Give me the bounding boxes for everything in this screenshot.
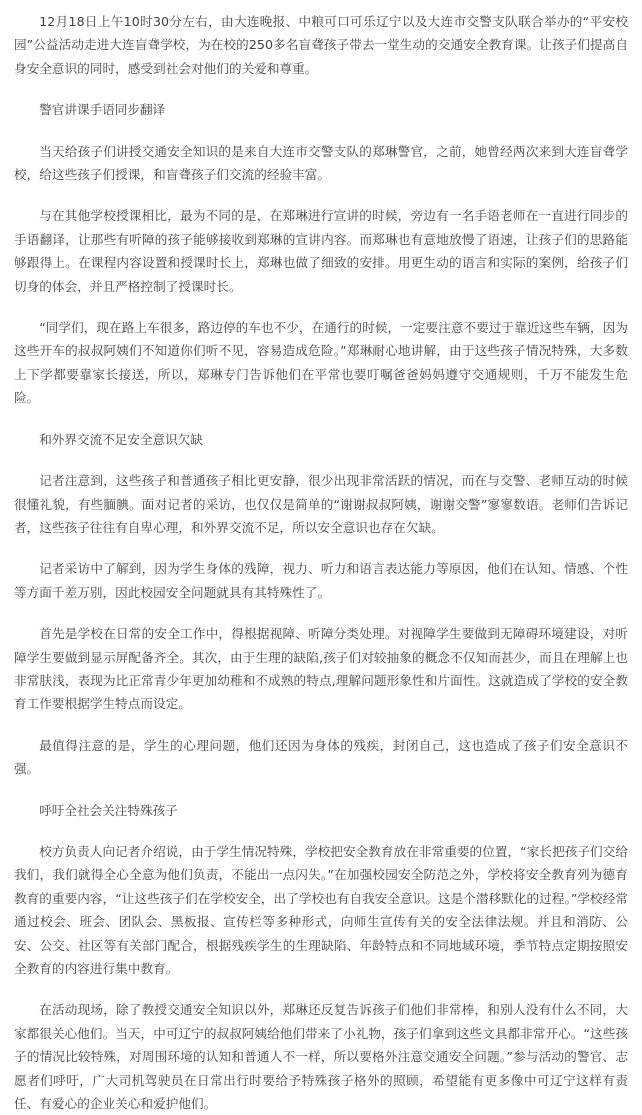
paragraph-psychological-issues: 最值得注意的是，学生的心理问题，他们还因为身体的残疾，封闭自己，这也造成了孩子们安全意识不强。 <box>14 737 628 777</box>
section-heading-safety-awareness: 和外界交流不足安全意识欠缺 <box>39 431 203 447</box>
paragraph-school-official: 校方负责人向记者介绍说，由于学生情况特殊，学校把安全教育放在非常重要的位置，“家长把孩子们交给我们，我们就得全心全意为他们负责，不能出一点闪失。”在加强校园安全防范之外，学校将安全教育列为德育教育的重要内容，“让这些孩子们在学校安全，出了学校也有自我安全意识。这是个潜移默化的过程。”学校经常通过校会、班会、团队会、黑板报、宣传栏等多种形式，向师生宣传有关的安全法律法规。并且和消防、公安、公交、社区等有关部门配合，根据残疾学生的生理缺陷、年龄特点和不同地域环境，季节特点定期按照安全教育的内容进行集中教育。 <box>14 843 628 976</box>
section-heading-social-attention: 呼吁全社会关注特殊孩子 <box>39 802 178 818</box>
paragraph-reporter-observation: 记者注意到，这些孩子和普通孩子相比更安静，很少出现非常活跃的情况，而在与交警、老师互动的时候很懂礼貌，有些腼腆。面对记者的采访，也仅仅是简单的“谢谢叔叔阿姨，谢谢交警”寥寥数语。老师们告诉记者，这些孩子往往有自卑心理，和外界交流不足，所以安全意识也存在欠缺。 <box>14 473 628 535</box>
paragraph-event-scene: 在活动现场，除了教授交通安全知识以外，郑琳还反复告诉孩子们他们非常棒，和别人没有什么不同，大家都很关心他们。当天，中可辽宁的叔叔阿姨给他们带来了小礼物，孩子们拿到这些文具都非常开心。“这些孩子的情况比较特殊，对周围环境的认知和普通人不一样，所以要格外注意交通安全问题。”参与活动的警官、志愿者们呼吁，广大司机驾驶员在日常出行时要给予特殊孩子格外的照顾，希望能有更多像中可辽宁这样有责任、有爱心的企业关心和爱护他们。 <box>14 1002 628 1112</box>
paragraph-school-measures: 首先是学校在日常的安全工作中，得根据视障、听障分类处理。对视障学生要做到无障碍环境建设，对听障学生要做到显示屏配备齐全。其次，由于生理的缺陷,孩子们对较抽象的概念不仅知而甚少，而且在理解上也非常肤浅，表现为比正常青少年更加幼稚和不成熟的特点,理解问题形象性和片面性。这就造成了学校的安全教育工作要根据学生特点而设定。 <box>14 626 628 712</box>
paragraph-teaching-differences: 与在其他学校授课相比，最为不同的是，在郑琳进行宣讲的时候，旁边有一名手语老师在一直进行同步的手语翻译，让那些有听障的孩子能够接收到郑琳的宣讲内容。而郑琳也有意地放慢了语速，让孩子们的思路能够跟得上。在课程内容设置和授课时长上，郑琳也做了细致的安排。用更生动的语言和实际的案例，给孩子们切身的体会，并且严格控制了授课时长。 <box>14 208 628 294</box>
paragraph-special-needs: 记者采访中了解到，因为学生身体的残障，视力、听力和语言表达能力等原因，他们在认知、情感、个性等方面千差万别，因此校园安全问题就具有其特殊性了。 <box>14 561 628 600</box>
paragraph-officer-quote: “同学们，现在路上车很多，路边停的车也不少，在通行的时候，一定要注意不要过于靠近这些车辆，因为这些开车的叔叔阿姨们不知道你们听不见，容易造成危险。”郑琳耐心地讲解，由于这些孩子情况特殊，大多数上下学都要靠家长接送，所以，郑琳专门告诉他们在平常也要叮嘱爸爸妈妈遵守交通规则，千万不能发生危险。 <box>14 320 628 406</box>
paragraph-intro: 12月18日上午10时30分左右，由大连晚报、中粮可口可乐辽宁以及大连市交警支队联合举办的“平安校园”公益活动走进大连盲聋学校，为在校的250多名盲聋孩子带去一堂生动的交通安全教育课。让孩子们提高自身安全意识的同时，感受到社会对他们的关爱和尊重。 <box>14 14 628 76</box>
paragraph-officer-intro: 当天给孩子们讲授交通安全知识的是来自大连市交警支队的郑琳警官，之前，她曾经两次来到大连盲聋学校，给这些孩子们授课，和盲聋孩子们交流的经验丰富。 <box>14 143 628 183</box>
section-heading-sign-language: 警官讲课手语同步翻译 <box>39 102 166 118</box>
